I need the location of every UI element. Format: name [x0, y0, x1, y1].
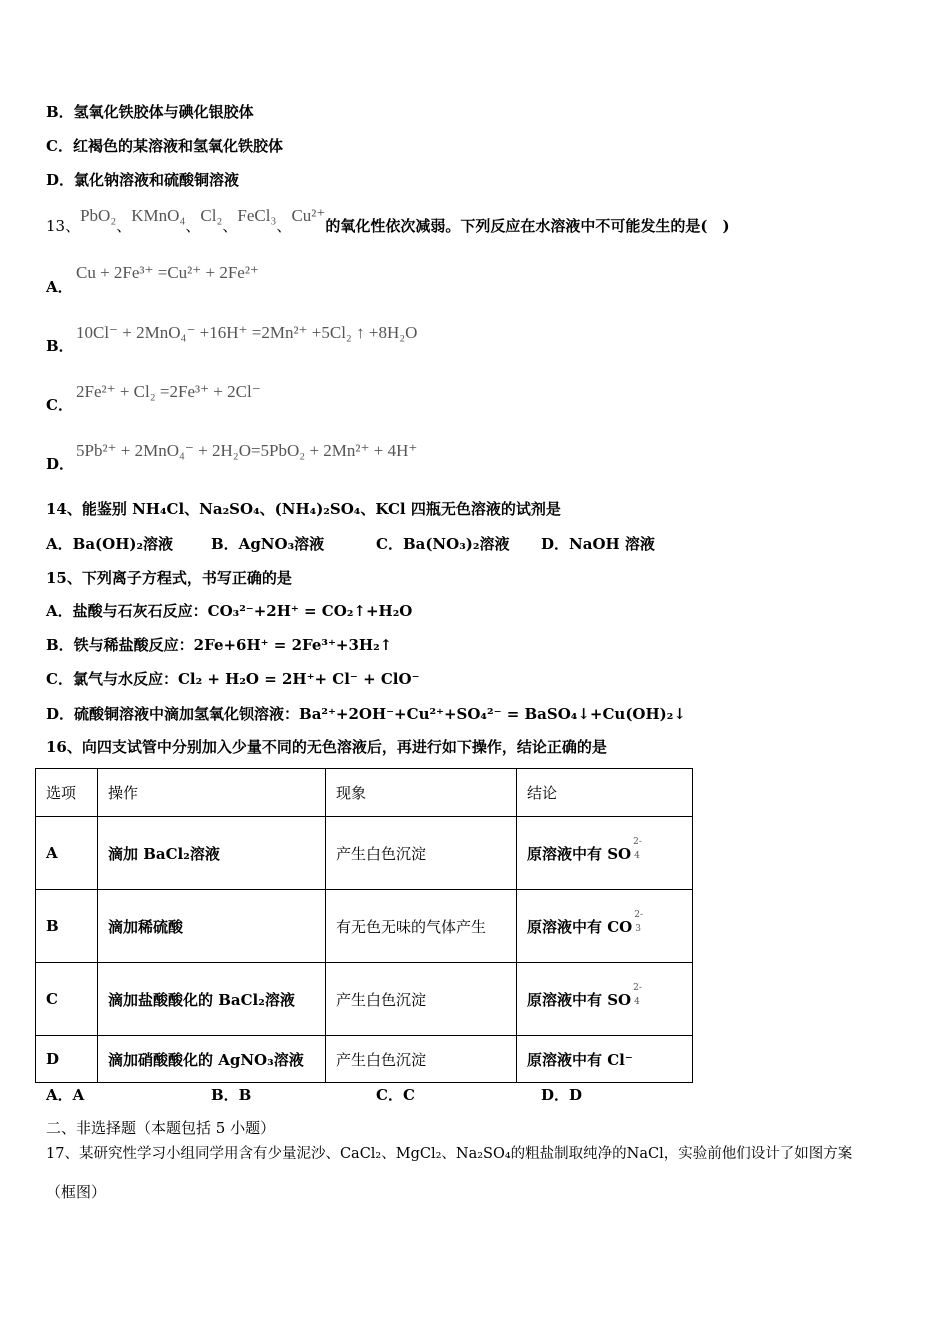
ion-charge: 2- [633, 836, 642, 847]
q12-option-b: B．氢氧化铁胶体与碘化银胶体 [46, 103, 254, 121]
table-cell-option: C [36, 963, 98, 1036]
table-cell-phenomenon: 产生白色沉淀 [326, 963, 517, 1036]
q14-option-c: C．Ba(NO₃)₂溶液 [376, 535, 510, 553]
q12-option-d: D．氯化钠溶液和硫酸铜溶液 [46, 171, 240, 189]
q13-species-5: Cu²⁺ [291, 206, 326, 225]
q14-option-a: A．Ba(OH)₂溶液 [46, 535, 174, 553]
q16-choice-a: A．A [46, 1086, 85, 1104]
table-row [36, 963, 693, 1036]
q16-choice-c: C．C [376, 1086, 415, 1104]
q15-option-b: B．铁与稀盐酸反应：2Fe+6H⁺ = 2Fe³⁺+3H₂↑ [46, 636, 393, 654]
table-cell-conclusion [517, 963, 693, 1036]
table-row [36, 890, 693, 963]
table-cell-option: B [36, 890, 98, 963]
q12-option-c: C．红褐色的某溶液和氢氧化铁胶体 [46, 137, 283, 155]
q16-choice-d: D．D [541, 1086, 583, 1104]
table-row [36, 1036, 693, 1083]
section-2-title: 二、非选择题（本题包括 5 小题） [46, 1119, 276, 1137]
q16-stem: 16、向四支试管中分别加入少量不同的无色溶液后，再进行如下操作，结论正确的是 [46, 738, 607, 756]
q14-option-b: B．AgNO₃溶液 [211, 535, 325, 553]
conclusion-text: 原溶液中有 SO [527, 844, 632, 863]
table-cell-conclusion: 原溶液中有 Cl⁻ [517, 1036, 693, 1083]
table-header-conclusion: 结论 [517, 769, 693, 817]
table-cell-conclusion [517, 817, 693, 890]
conclusion-text: 原溶液中有 SO [527, 990, 632, 1009]
table-cell-phenomenon: 产生白色沉淀 [326, 817, 517, 890]
table-row [36, 817, 693, 890]
q15-option-c: C．氯气与水反应：Cl₂ + H₂O = 2H⁺+ Cl⁻ + ClO⁻ [46, 670, 420, 688]
q17-stem-line-2: （框图） [46, 1183, 107, 1201]
q14-option-d: D．NaOH 溶液 [541, 535, 655, 553]
q13-stem [46, 206, 730, 237]
table-header-option: 选项 [36, 769, 98, 817]
q13-species-4: FeCl₃ [237, 206, 277, 225]
table-cell-operation: 滴加硝酸酸化的 AgNO₃溶液 [98, 1036, 326, 1083]
q15-option-d: D．硫酸铜溶液中滴加氢氧化钡溶液：Ba²⁺+2OH⁻+Cu²⁺+SO₄²⁻ = BaSO₄↓+Cu(OH)₂↓ [46, 705, 686, 723]
q13-species-1: PbO₂ [80, 206, 117, 225]
q13-sep-3: 、 [222, 217, 238, 235]
table-cell-phenomenon: 产生白色沉淀 [326, 1036, 517, 1083]
ion-subscript: 4 [634, 996, 640, 1007]
q13-option-a-equation: Cu + 2Fe³⁺ =Cu²⁺ + 2Fe²⁺ [76, 263, 259, 282]
table-header-operation: 操作 [98, 769, 326, 817]
q16-choice-b: B．B [211, 1086, 252, 1104]
q13-option-d-equation: 5Pb²⁺ + 2MnO₄⁻ + 2H₂O=5PbO₂ + 2Mn²⁺ + 4H⁺ [76, 441, 418, 460]
q13-option-b-label: B． [46, 337, 74, 355]
q13-option-d-label: D． [46, 455, 75, 473]
q15-option-a: A．盐酸与石灰石反应：CO₃²⁻+2H⁺ = CO₂↑+H₂O [46, 602, 413, 620]
q13-sep-1: 、 [116, 217, 132, 235]
ion-subscript: 3 [635, 923, 641, 934]
table-header-row [36, 769, 693, 817]
ion-charge: 2- [633, 982, 642, 993]
ion-charge: 2- [634, 909, 644, 920]
q13-sep-4: 、 [276, 217, 292, 235]
q14-stem: 14、能鉴别 NH₄Cl、Na₂SO₄、(NH₄)₂SO₄、KCl 四瓶无色溶液的试剂是 [46, 500, 561, 518]
table-cell-conclusion [517, 890, 693, 963]
q13-sep-2: 、 [185, 217, 201, 235]
q13-option-a-label: A． [46, 278, 73, 296]
table-cell-option: A [36, 817, 98, 890]
table-cell-operation: 滴加稀硫酸 [98, 890, 326, 963]
table-cell-operation: 滴加 BaCl₂溶液 [98, 817, 326, 890]
table-cell-operation: 滴加盐酸酸化的 BaCl₂溶液 [98, 963, 326, 1036]
table-cell-option: D [36, 1036, 98, 1083]
q13-option-c-equation: 2Fe²⁺ + Cl₂ =2Fe³⁺ + 2Cl⁻ [76, 382, 261, 401]
q13-option-c-label: C． [46, 396, 73, 414]
q13-species-2: KMnO₄ [131, 206, 186, 225]
q13-option-b-equation: 10Cl⁻ + 2MnO₄⁻ +16H⁺ =2Mn²⁺ +5Cl₂ ↑ +8H₂O [76, 323, 418, 342]
ion-subscript: 4 [634, 850, 640, 861]
conclusion-text: 原溶液中有 CO [527, 917, 633, 936]
q13-number: 13、 [46, 217, 81, 235]
q17-stem-line-1: 17、某研究性学习小组同学用含有少量泥沙、CaCl₂、MgCl₂、Na₂SO₄的粗盐制取纯净的NaCl，实验前他们设计了如图方案 [46, 1146, 853, 1162]
q13-species-3: Cl₂ [200, 206, 223, 225]
q16-table [35, 768, 693, 1083]
table-header-phenomenon: 现象 [326, 769, 517, 817]
q13-question: 的氧化性依次减弱。下列反应在水溶液中不可能发生的是( ) [325, 217, 730, 235]
q15-stem: 15、下列离子方程式，书写正确的是 [46, 569, 292, 587]
table-cell-phenomenon: 有无色无味的气体产生 [326, 890, 517, 963]
